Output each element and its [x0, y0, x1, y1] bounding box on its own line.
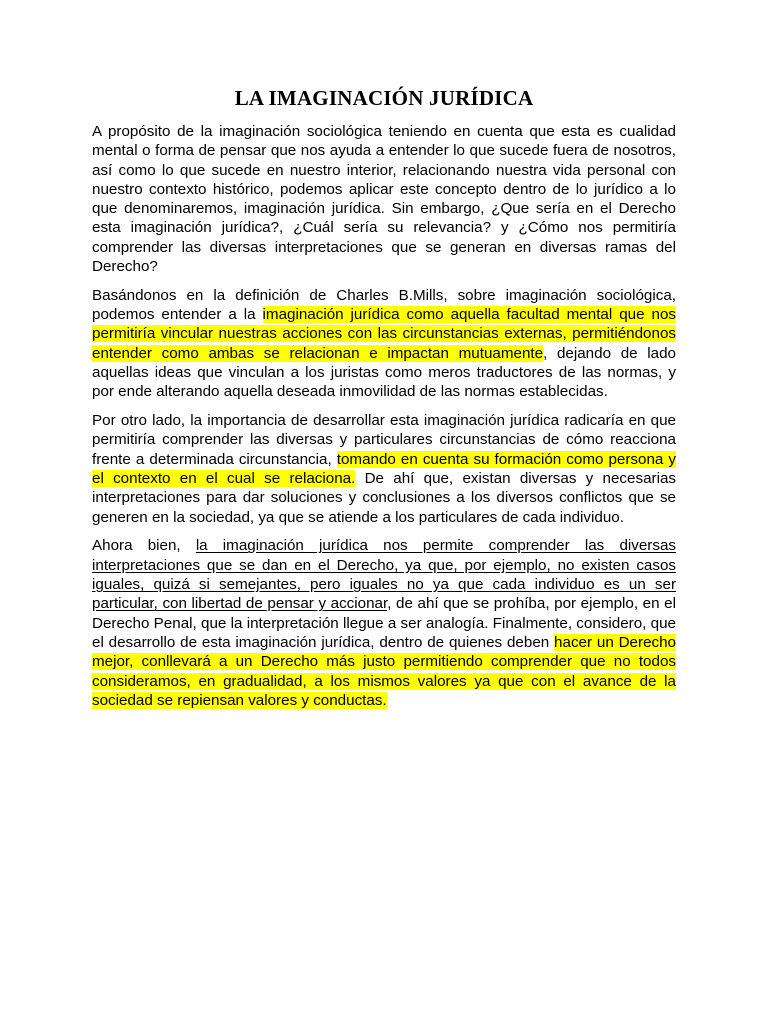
paragraph-4-text-b: , de ahí que se prohíba, por ejemplo, en el Derecho Penal, que la interpretación llegue a ser analogía. Finalmente, considero, que el desarrollo de esta imaginación jurídica, dentro de quienes deben [92, 595, 676, 651]
paragraph-2-text-a: Basándonos en la definición de Charles B.Mills, sobre imaginación sociológica, podemos entender a la [92, 286, 676, 324]
paragraph-4-highlight: hacer un Derecho mejor, conllevará a un Derecho más justo permitiendo comprender que no todos consideramos, en gradualidad, a los mismos valores ya que con el avance de la sociedad se repiensan valores y conductas. [92, 633, 676, 709]
paragraph-1-text: A propósito de la imaginación sociológica teniendo en cuenta que esta es cualidad mental o forma de pensar que nos ayuda a entender lo que sucede fuera de nosotros, así como lo que sucede en nuestro interior, relacionando nuestra vida personal con nuestro contexto histórico, podemos aplicar este concepto dentro de lo jurídico a lo que denominaremos, imaginación jurídica. Sin embargo, ¿Que sería en el Derecho esta imaginación jurídica?, ¿Cuál sería su relevancia? y ¿Cómo nos permitiría comprender las diversas interpretaciones que se generan en diversas ramas del Derecho? [92, 123, 676, 276]
paragraph-3-highlight: tomando en cuenta su formación como persona y el contexto en el cual se relaciona. [92, 450, 676, 488]
document-body [92, 122, 676, 720]
paragraph-4-text-a: Ahora bien, [92, 537, 196, 555]
paragraph-3-text-a: Por otro lado, la importancia de desarrollar esta imaginación jurídica radicaría en que permitiría comprender las diversas y particulares circunstancias de cómo reacciona frente a determinada circunstancia, [92, 412, 676, 468]
paragraph-3-text-b: De ahí que, existan diversas y necesarias interpretaciones para dar soluciones y conclusiones a los diversos conflictos que se generen en la sociedad, ya que se atiende a los particulares de cada individuo. [92, 470, 676, 526]
document-title: LA IMAGINACIÓN JURÍDICA [234, 86, 534, 110]
paragraph-2-text-b: , dejando de lado aquellas ideas que vinculan a los juristas como meros traductores de las normas, y por ende alterando aquella deseada inmovilidad de las normas establecidas. [92, 344, 676, 401]
paragraph-2-highlight: imaginación jurídica como aquella facultad mental que nos permitiría vincular nuestras acciones con las circunstancias externas, permitiéndonos entender como ambas se relacionan e impactan mutuamente [92, 306, 676, 362]
paragraph-1 [92, 122, 676, 276]
paragraph-2 [92, 286, 676, 402]
paragraph-4 [92, 536, 676, 710]
paragraph-3 [92, 411, 676, 527]
paragraph-4-underlined: la imaginación jurídica nos permite comprender las diversas interpretaciones que se dan en el Derecho, ya que, por ejemplo, no existen casos iguales, quizá si semejantes, pero iguales no ya que cada individuo es un ser particular, con libertad de pensar y accionar [92, 537, 676, 613]
